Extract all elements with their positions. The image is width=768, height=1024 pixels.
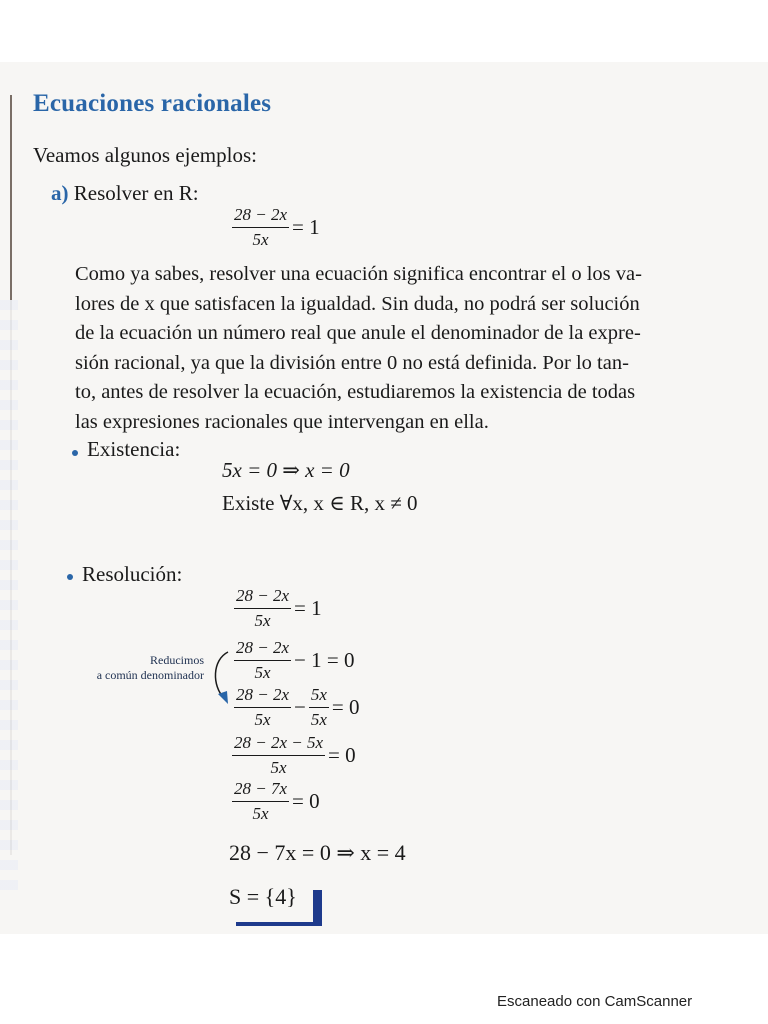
solution-set: S = {4} — [229, 884, 297, 909]
side-note-line: a común denominador — [96, 668, 204, 682]
fraction-denominator: 5x — [254, 710, 271, 729]
minus-sign: − — [294, 695, 306, 719]
fraction-denominator: 5x — [252, 230, 269, 249]
fraction-denominator: 5x — [254, 663, 271, 682]
equation-rhs: − 1 = 0 — [294, 648, 355, 672]
example-label: a) — [51, 181, 69, 205]
equation-rhs: = 0 — [328, 743, 356, 767]
equation-rhs: = 0 — [292, 789, 320, 813]
paragraph-line: Como ya sabes, resolver una ecuación significa encontrar el o los va- — [75, 263, 642, 285]
step-5 — [232, 779, 320, 824]
curved-arrow-icon — [206, 648, 236, 708]
solution-bar — [313, 890, 322, 924]
bullet-icon — [72, 450, 78, 456]
fraction-numerator: 28 − 7x — [232, 779, 289, 802]
fraction-numerator: 28 − 2x — [234, 638, 291, 661]
equation-rhs: = 1 — [294, 596, 322, 620]
binding-edge — [0, 300, 18, 900]
equation-rhs: = 1 — [292, 215, 320, 239]
fraction-numerator: 5x — [309, 685, 329, 708]
example-text: Resolver en R: — [73, 181, 199, 205]
fraction-denominator: 5x — [270, 758, 287, 777]
fraction-numerator: 28 − 2x — [232, 205, 289, 228]
paragraph-line: de la ecuación un número real que anule el denominador de la expre- — [75, 322, 641, 344]
existencia-statement: Existe ∀x, x ∈ R, x ≠ 0 — [222, 491, 418, 515]
paragraph-line: lores de x que satisfacen la igualdad. Sin duda, no podrá ser solución — [75, 292, 640, 315]
example-a — [51, 181, 199, 206]
resolucion-label: Resolución: — [82, 562, 183, 586]
solution-underline — [236, 922, 322, 926]
intro-text: Veamos algunos ejemplos: — [33, 143, 257, 167]
fraction-denominator: 5x — [254, 611, 271, 630]
fraction-denominator: 5x — [310, 710, 327, 729]
side-note — [62, 653, 204, 683]
equation-initial — [232, 205, 320, 250]
paragraph-line: to, antes de resolver la ecuación, estudiaremos la existencia de todas — [75, 381, 636, 403]
existencia-label: Existencia: — [87, 437, 181, 461]
existencia-equation: 5x = 0 ⇒ x = 0 — [222, 458, 350, 482]
fraction-denominator: 5x — [252, 804, 269, 823]
step-1 — [234, 586, 322, 631]
bullet-icon — [67, 574, 73, 580]
step-6-equation: 28 − 7x = 0 ⇒ x = 4 — [229, 840, 406, 865]
explanation-paragraph — [75, 260, 763, 437]
step-2 — [234, 638, 354, 683]
fraction-numerator: 28 − 2x — [234, 586, 291, 609]
step-3 — [234, 685, 360, 730]
step-4 — [232, 733, 356, 778]
fraction-numerator: 28 − 2x — [234, 685, 291, 708]
paragraph-line: sión racional, ya que la división entre 0 no está definida. Por lo tan- — [75, 351, 629, 374]
section-title: Ecuaciones racionales — [33, 90, 272, 117]
side-note-line: Reducimos — [150, 653, 204, 667]
scanner-watermark: Escaneado con CamScanner — [497, 993, 693, 1010]
equation-rhs: = 0 — [331, 695, 360, 719]
paragraph-line: las expresiones racionales que intervengan en ella. — [75, 410, 489, 433]
fraction-numerator: 28 − 2x − 5x — [232, 733, 325, 756]
